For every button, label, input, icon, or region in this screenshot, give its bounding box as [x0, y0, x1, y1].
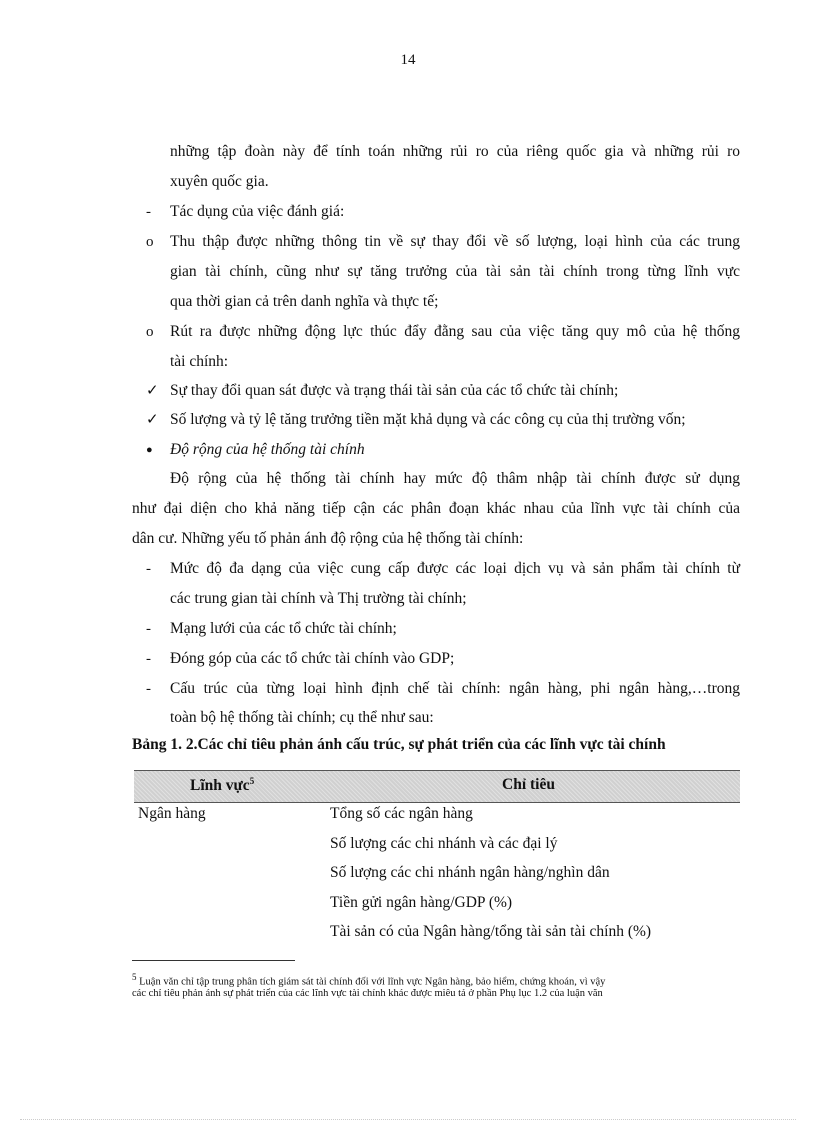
- dash-marker: -: [146, 651, 151, 667]
- check-icon: ✓: [146, 383, 159, 399]
- dash-marker: -: [146, 681, 151, 697]
- circle-marker: o: [146, 324, 154, 340]
- table-cell: Tài sản có của Ngân hàng/tổng tài sản tài chính (%): [330, 923, 652, 940]
- list-item: gian tài chính, cũng như sự tăng trưởng của tài sản tài chính trong từng lĩnh vực: [170, 263, 740, 280]
- dash-marker: -: [146, 204, 151, 220]
- list-item: các trung gian tài chính và Thị trường tài chính;: [170, 590, 467, 607]
- check-icon: ✓: [146, 412, 159, 428]
- bullet-icon: ●: [146, 444, 153, 456]
- table-header: [134, 770, 740, 803]
- list-item: tài chính:: [170, 353, 229, 370]
- footnote-marker: 5: [132, 972, 137, 982]
- table-cell: Số lượng các chi nhánh ngân hàng/nghìn dân: [330, 864, 610, 881]
- paragraph-line: như đại diện cho khả năng tiếp cận các phân đoạn khác nhau của lĩnh vực tài chính của: [132, 500, 740, 517]
- section-heading: Độ rộng của hệ thống tài chính: [170, 441, 365, 458]
- list-item: Mạng lưới của các tổ chức tài chính;: [170, 620, 397, 637]
- footnote-divider: [132, 960, 295, 961]
- table-caption: Bảng 1. 2.Các chỉ tiêu phản ánh cấu trúc, sự phát triển của các lĩnh vực tài chính: [132, 736, 666, 753]
- table-cell: Tổng số các ngân hàng: [330, 805, 473, 822]
- list-item: toàn bộ hệ thống tài chính; cụ thể như sau:: [170, 709, 434, 726]
- list-item: Rút ra được những động lực thúc đẩy đằng sau của việc tăng quy mô của hệ thống: [170, 323, 740, 340]
- table-row-label: Ngân hàng: [138, 805, 206, 822]
- dash-marker: -: [146, 621, 151, 637]
- list-item: Thu thập được những thông tin về sự thay đổi về số lượng, loại hình của các trung: [170, 233, 740, 250]
- list-item: Sự thay đổi quan sát được và trạng thái tài sản của các tổ chức tài chính;: [170, 382, 619, 399]
- paragraph-line: những tập đoàn này để tính toán những rủi ro của riêng quốc gia và những rủi ro: [170, 143, 740, 160]
- circle-marker: o: [146, 234, 154, 250]
- footnote-ref: 5: [249, 776, 255, 786]
- paragraph-line: Độ rộng của hệ thống tài chính hay mức độ thâm nhập tài chính được sử dụng: [170, 470, 740, 487]
- header-field: Lĩnh vực$^5$: [190, 776, 255, 795]
- table-cell: Tiền gửi ngân hàng/GDP (%): [330, 894, 513, 911]
- paragraph-line: xuyên quốc gia.: [170, 173, 269, 190]
- footnote-line: 5 Luận văn chỉ tập trung phân tích giám sát tài chính đối với lĩnh vực Ngân hàng, bảo hiểm, chứng khoán, vì vậy: [132, 972, 606, 988]
- list-item: Tác dụng của việc đánh giá:: [170, 203, 345, 220]
- list-item: Số lượng và tỷ lệ tăng trưởng tiền mặt khả dụng và các công cụ của thị trường vốn;: [170, 411, 686, 428]
- page-number: 14: [400, 52, 416, 68]
- page-bottom-border: [20, 1119, 796, 1120]
- paragraph-line: dân cư. Những yếu tố phản ánh độ rộng của hệ thống tài chính:: [132, 530, 524, 547]
- table-cell: Số lượng các chi nhánh và các đại lý: [330, 835, 558, 852]
- list-item: Đóng góp của các tổ chức tài chính vào GDP;: [170, 650, 455, 667]
- list-item: qua thời gian cả trên danh nghĩa và thực tế;: [170, 293, 439, 310]
- header-indicator: Chỉ tiêu: [502, 776, 555, 793]
- dash-marker: -: [146, 561, 151, 577]
- list-item: Cấu trúc của từng loại hình định chế tài chính: ngân hàng, phi ngân hàng,…trong: [170, 680, 740, 697]
- indicator-table: [134, 770, 740, 940]
- list-item: Mức độ đa dạng của việc cung cấp được các loại dịch vụ và sản phẩm tài chính từ: [170, 560, 740, 577]
- footnote-line: các chỉ tiêu phản ánh sự phát triển của các lĩnh vực tài chính khác được miêu tả ở phần Phụ lục 1.2 của luận văn: [132, 988, 603, 999]
